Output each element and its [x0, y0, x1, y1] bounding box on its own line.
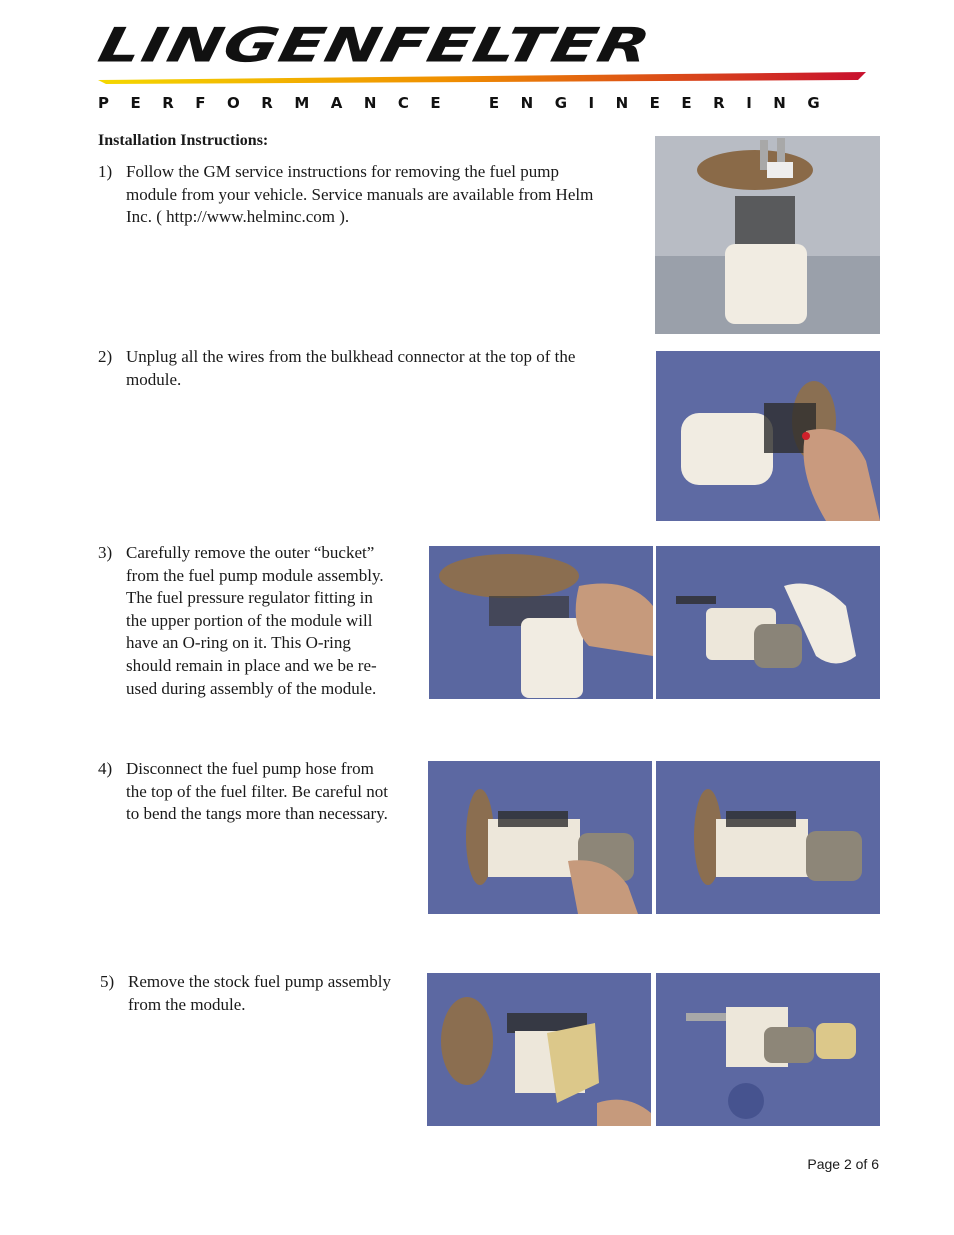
step-number: 4): [98, 759, 113, 778]
step-text-line: Disconnect the fuel pump hose from: [126, 759, 374, 778]
page-number: Page 2 of 6: [807, 1156, 879, 1172]
photo-unplug-connector: [656, 351, 880, 521]
step-text-line: module from your vehicle. Service manuals are available from Helm: [126, 184, 594, 204]
photo-pump-module-upright: [655, 136, 880, 334]
photo-pump-removed: [656, 973, 880, 1126]
step-number: 5): [100, 972, 115, 991]
step-text-line: Follow the GM service instructions for removing the fuel pump: [126, 162, 559, 181]
step-text-line: Carefully remove the outer “bucket”: [126, 543, 375, 562]
step-text-line: to bend the tangs more than necessary.: [126, 804, 388, 824]
step-text-line: used during assembly of the module.: [126, 678, 377, 698]
step-text-line: the top of the fuel filter. Be careful not: [126, 781, 388, 801]
step-number: 1): [98, 162, 113, 181]
step-text-line: have an O-ring on it. This O-ring: [126, 633, 351, 653]
step-text-line: Unplug all the wires from the bulkhead connector at the top of the: [126, 347, 576, 366]
step-text-line: Inc. ( http://www.helminc.com ).: [126, 207, 350, 227]
step-text-line: module.: [126, 369, 182, 389]
logo-tagline: PERFORMANCE ENGINEERING: [98, 94, 842, 112]
step-number: 3): [98, 543, 113, 562]
step-text-line: the upper portion of the module will: [126, 610, 373, 630]
section-heading: Installation Instructions:: [98, 132, 269, 149]
step-text-line: from the fuel pump module assembly.: [126, 565, 384, 585]
photo-bucket-removed: [656, 546, 880, 699]
step-text-line: Remove the stock fuel pump assembly: [128, 972, 391, 991]
step-text-line: The fuel pressure regulator fitting in: [126, 588, 373, 608]
step-text-line: from the module.: [128, 994, 246, 1014]
step-number: 2): [98, 347, 113, 366]
photo-disconnect-hose-tool: [428, 761, 652, 914]
photo-hose-disconnected: [656, 761, 880, 914]
photo-remove-bucket-tool: [429, 546, 653, 699]
photo-remove-pump-tool: [427, 973, 651, 1126]
step-text-line: should remain in place and we be re-: [126, 655, 377, 675]
logo-wordmark: LINGENFELTER: [93, 17, 656, 73]
lingenfelter-logo: [93, 17, 886, 114]
